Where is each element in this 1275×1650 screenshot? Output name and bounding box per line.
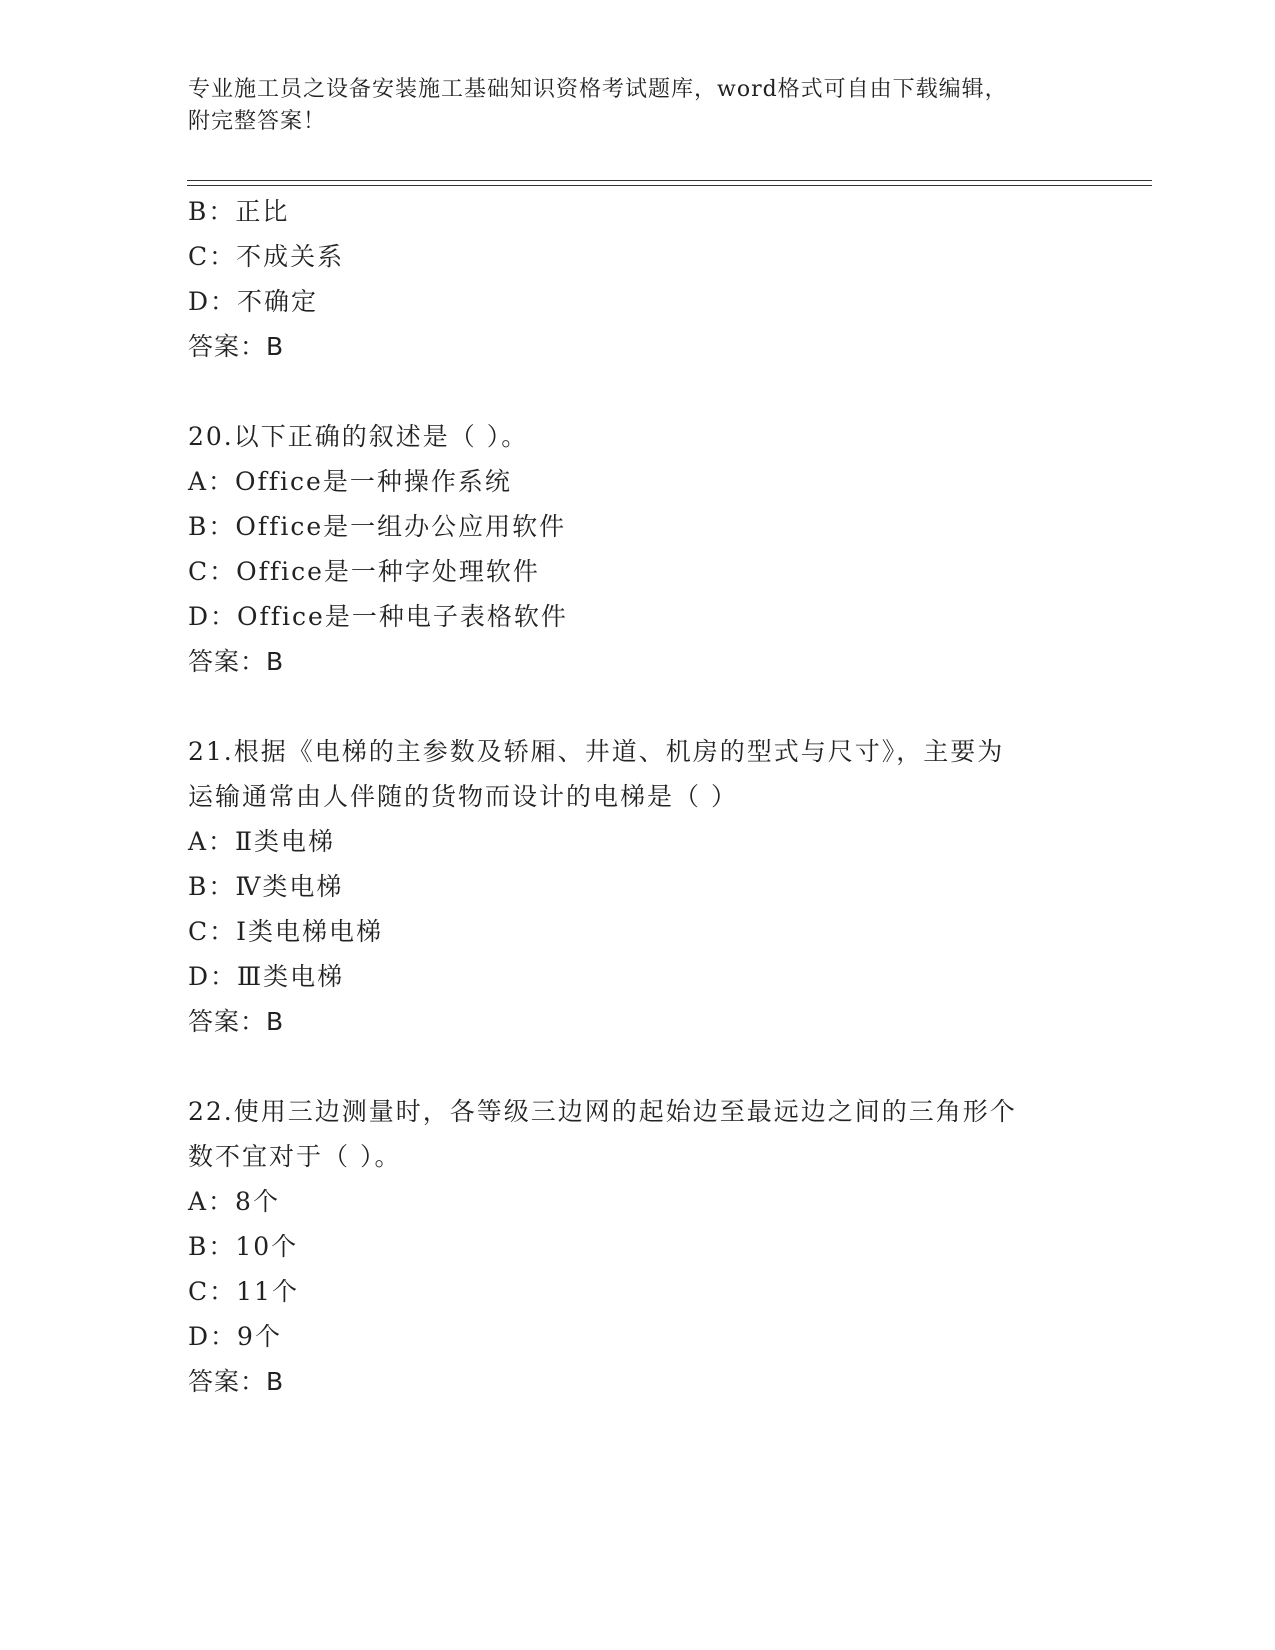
option-c: C：11个 [188,1277,299,1306]
option-a: A：8个 [188,1187,280,1216]
option-b: B：正比 [188,197,290,226]
answer-line: 答案：B [188,647,285,676]
question-stem: 22.使用三边测量时，各等级三边网的起始边至最远边之间的三角形个 [188,1097,1017,1126]
question-stem: 21.根据《电梯的主参数及轿厢、井道、机房的型式与尺寸》，主要为 [188,737,1005,766]
option-b: B：10个 [188,1232,299,1261]
option-d: D：9个 [188,1322,282,1351]
option-d: D：不确定 [188,287,319,316]
header-line-1: 专业施工员之设备安装施工基础知识资格考试题库，word格式可自由下载编辑， [188,77,1008,102]
option-b: B：Office是一组办公应用软件 [188,512,567,541]
option-b: B：Ⅳ类电梯 [188,872,344,901]
answer-line: 答案：B [188,1007,285,1036]
option-c: C：Office是一种字处理软件 [188,557,540,586]
question-stem-continued: 数不宜对于（ ）。 [188,1142,402,1171]
answer-line: 答案：B [188,332,285,361]
answer-line: 答案：B [188,1367,285,1396]
option-d: D：Ⅲ类电梯 [188,962,345,991]
header-divider [187,180,1152,186]
option-c: C：Ⅰ类电梯电梯 [188,917,384,946]
option-a: A：Ⅱ类电梯 [188,827,336,856]
option-d: D：Office是一种电子表格软件 [188,602,568,631]
question-stem-continued: 运输通常由人伴随的货物而设计的电梯是（ ） [188,782,738,811]
option-a: A：Office是一种操作系统 [188,467,512,496]
option-c: C：不成关系 [188,242,345,271]
header-line-2: 附完整答案！ [188,109,327,134]
question-stem: 20.以下正确的叙述是（ ）。 [188,422,529,451]
document-header [188,74,1068,138]
